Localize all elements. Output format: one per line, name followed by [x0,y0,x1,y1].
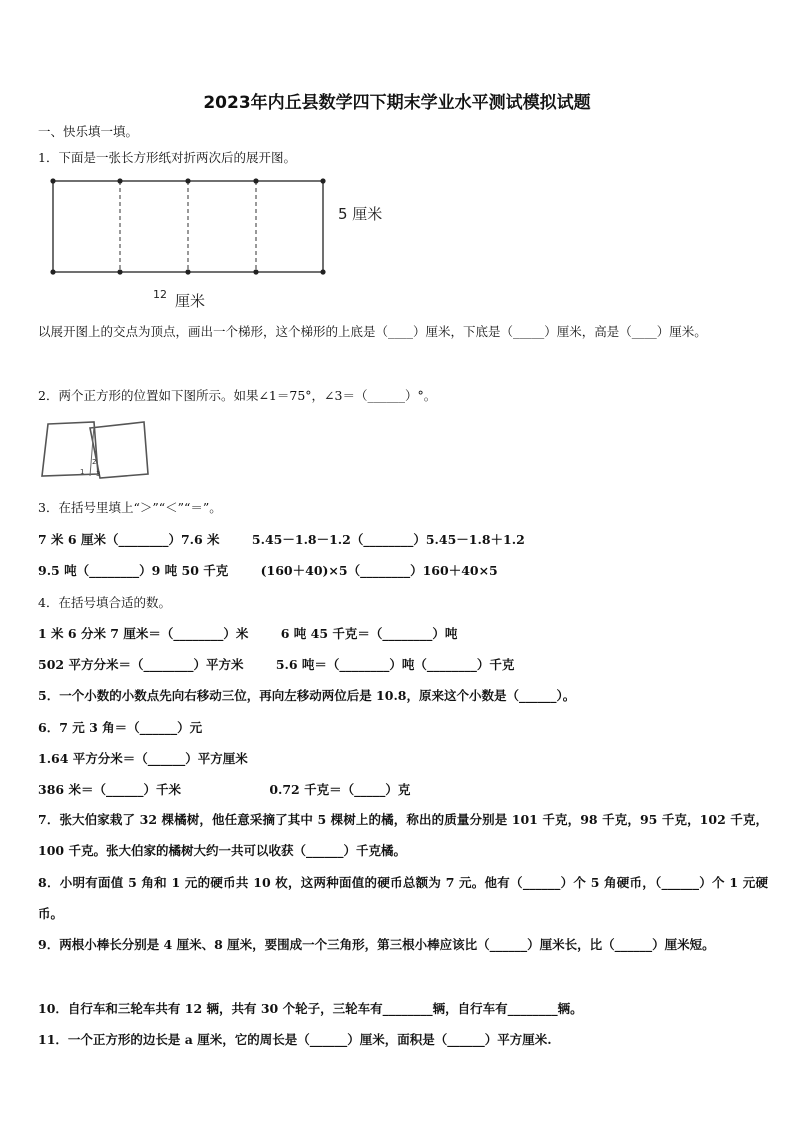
question-6-row-2: 1.64 平方分米＝（______）平方厘米 [38,751,248,766]
q3-item-2: 5.45－1.8－1.2（________）5.45－1.8＋1.2 [251,532,525,547]
q3-item-3: 9.5 吨（________）9 吨 50 千克 [38,563,229,578]
question-4-row-2 [38,655,768,673]
q4-item-1: 1 米 6 分米 7 厘米＝（________）米 [38,626,249,641]
question-3-row-1 [38,530,768,548]
question-10: 10．自行车和三轮车共有 12 辆，共有 30 个轮子，三轮车有________辆，自行车有________辆。 [38,1001,583,1016]
question-1-text: 以展开图上的交点为顶点，画出一个梯形，这个梯形的上底是（____）厘米，下底是（_____）厘米，高是（____）厘米。 [38,324,707,339]
q3-item-4: (160＋40)×5（________）160＋40×5 [260,563,498,578]
q1-width-number: 12 [153,288,167,301]
question-11: 11．一个正方形的边长是 a 厘米，它的周长是（______）厘米，面积是（______）平方厘米. [38,1032,552,1047]
question-7: 7．张大伯家栽了 32 棵橘树，他任意采摘了其中 5 棵树上的橘，称出的质量分别是 101 千克，98 千克，95 千克，102 千克，100 千克。张大伯家的橘树大约一共可以收获（______）千克橘。 [38,812,768,858]
q2-left-square [42,422,101,478]
q6-item-4: 386 米＝（______）千米 [38,782,181,797]
q4-item-4: 5.6 吨＝（________）吨（________）千克 [275,657,515,672]
question-6-row-3 [38,780,768,798]
question-2-stem: 2．两个正方形的位置如下图所示。如果∠1＝75°，∠3＝（______）°。 [38,388,437,403]
q1-height-label: 5 厘米 [338,205,383,223]
question-4-stem: 4．在括号填合适的数。 [38,595,171,610]
question-1-stem: 1．下面是一张长方形纸对折两次后的展开图。 [38,150,296,165]
q6-item-5: 0.72 千克＝（_____）克 [269,782,411,797]
question-6-row-1: 6．7 元 3 角＝（______）元 [38,720,203,735]
q4-item-2: 6 吨 45 千克＝（________）吨 [280,626,458,641]
question-3-stem: 3．在括号里填上“＞”“＜”“＝”。 [38,500,222,515]
section-heading: 一、快乐填一填。 [38,124,139,139]
question-4-row-1 [38,624,768,642]
question-8: 8．小明有面值 5 角和 1 元的硬币共 10 枚，这两种面值的硬币总额为 7 元。他有（______）个 5 角硬币，（______）个 1 元硬币。 [38,875,768,921]
q4-item-3: 502 平方分米＝（________）平方米 [38,657,244,672]
question-3-row-2 [38,561,768,579]
question-5: 5．一个小数的小数点先向右移动三位，再向左移动两位后是 10.8，原来这个小数是（______）。 [38,688,576,703]
q1-width-unit: 厘米 [175,292,206,310]
q2-angle-1-label: 1 [80,468,85,476]
question-9: 9．两根小棒长分别是 4 厘米、8 厘米，要围成一个三角形，第三根小棒应该比（______）厘米长，比（______）厘米短。 [38,937,715,952]
q3-item-1: 7 米 6 厘米（________）7.6 米 [38,532,220,547]
q2-angle-2-label: 2 [92,458,97,466]
q2-angle-3-label: 3 [96,470,101,478]
q2-two-squares-figure [38,418,154,486]
q1-unfolded-paper-figure [40,170,400,315]
page-title: 2023年内丘县数学四下期末学业水平测试模拟试题 [203,93,591,113]
